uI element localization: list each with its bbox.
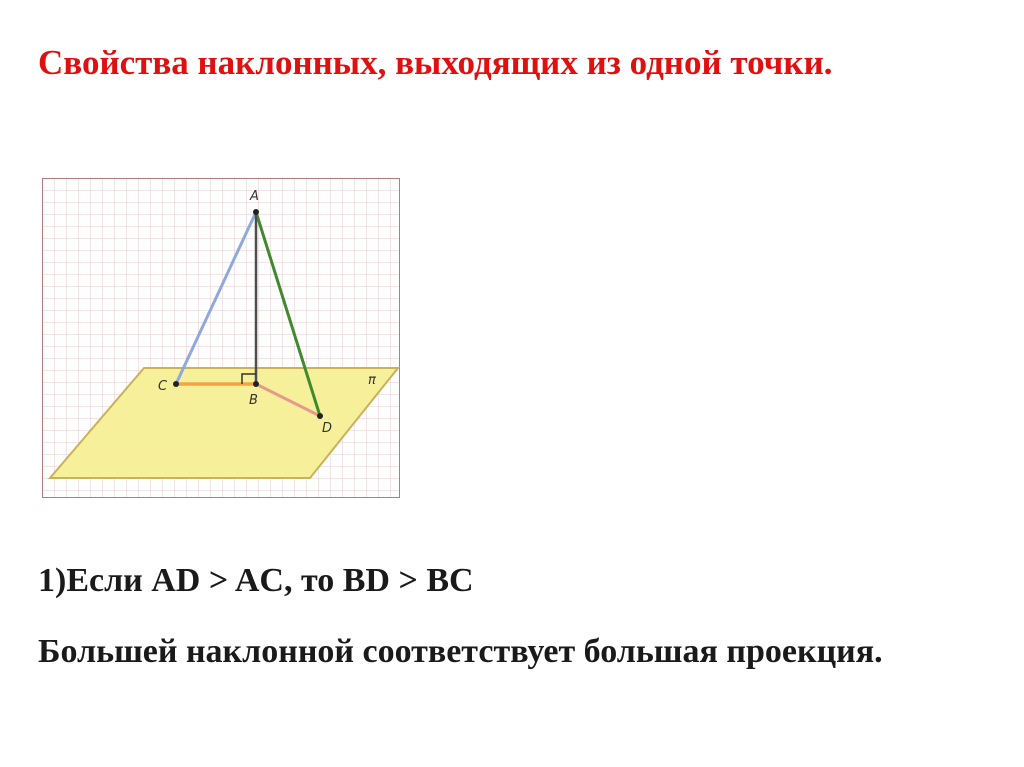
point-D	[317, 413, 323, 419]
label-plane: π	[368, 373, 376, 388]
property-statement: 1)Если AD > AC, то BD > BC	[38, 562, 474, 599]
label-B: B	[249, 393, 258, 408]
point-B	[253, 381, 259, 387]
slide-title: Свойства наклонных, выходящих из одной точки.	[38, 43, 833, 82]
label-D: D	[322, 421, 333, 436]
label-C: C	[158, 379, 168, 394]
property-conclusion: Большей наклонной соответствует большая проекция.	[38, 633, 883, 670]
label-A: A	[250, 189, 259, 204]
geometry-figure	[42, 178, 400, 498]
point-A	[253, 209, 259, 215]
figure-svg	[42, 178, 400, 498]
point-C	[173, 381, 179, 387]
